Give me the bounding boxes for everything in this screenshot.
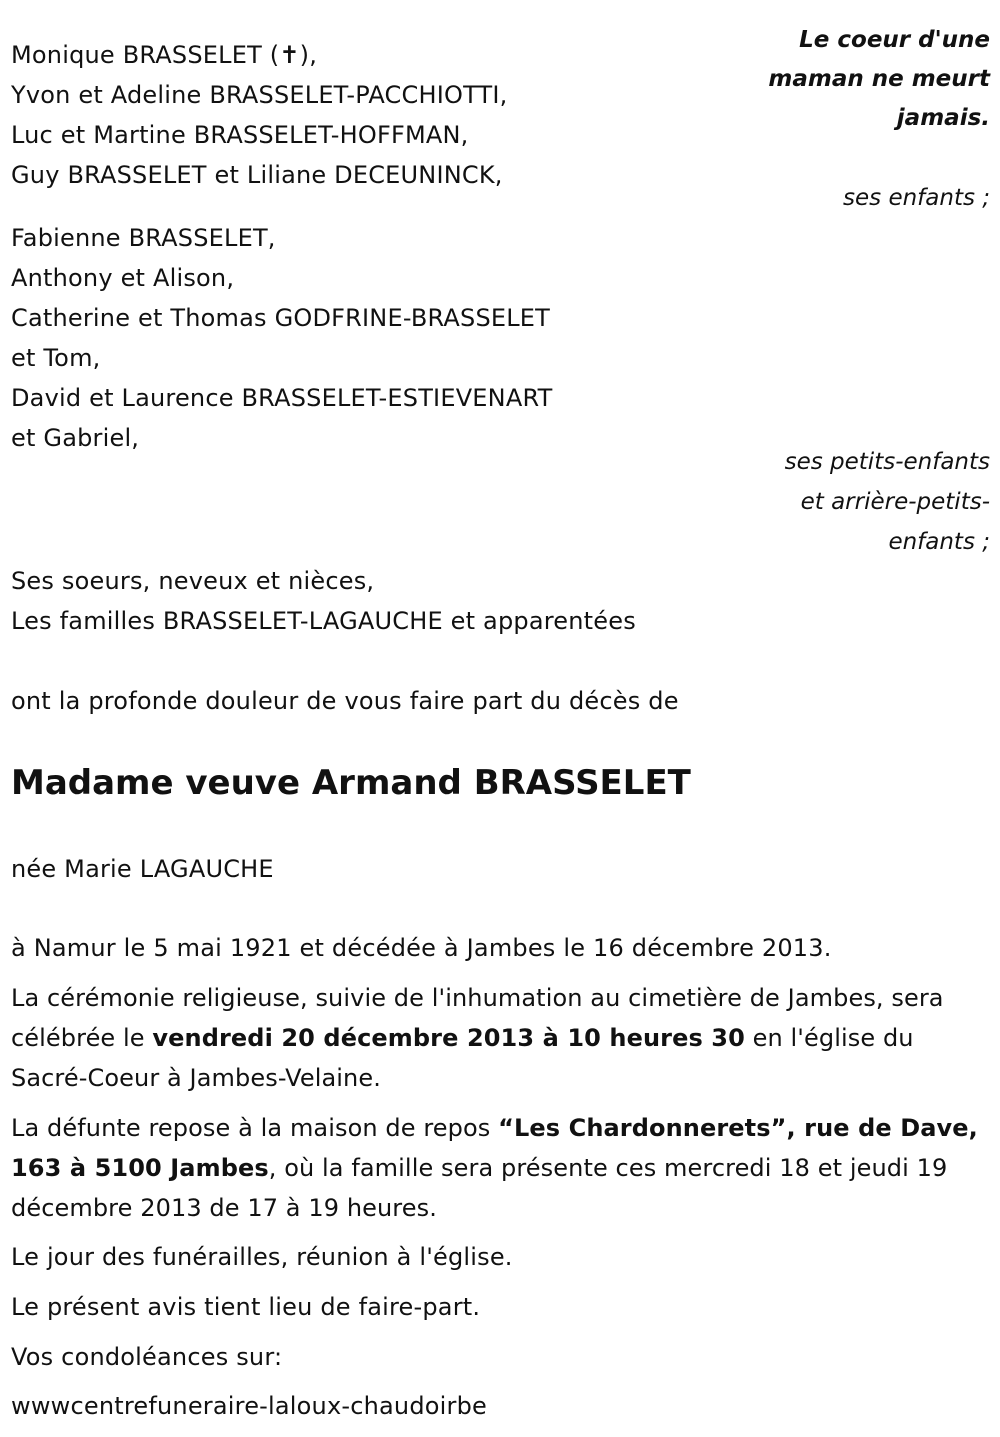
grandchild-name-2: Anthony et Alison, bbox=[11, 264, 235, 292]
grandchildren-label-1: ses petits-enfants bbox=[784, 449, 990, 475]
condolences-website[interactable]: wwwcentrefuneraire-laloux-chaudoirbe bbox=[11, 1392, 487, 1420]
grandchild-name-3: Catherine et Thomas GODFRINE-BRASSELET bbox=[11, 304, 551, 332]
deceased-name: Madame veuve Armand BRASSELET bbox=[11, 763, 691, 803]
children-label: ses enfants ; bbox=[843, 185, 990, 211]
ceremony-text-before: La cérémonie religieuse, suivie de l'inhumation au cimetière de Jambes, sera célébrée le bbox=[11, 984, 944, 1052]
ceremony-date: vendredi 20 décembre 2013 à 10 heures 30 bbox=[152, 1024, 745, 1052]
notice-note: Le présent avis tient lieu de faire-part. bbox=[11, 1293, 481, 1321]
grandchild-name-4: et Tom, bbox=[11, 344, 101, 372]
motto-line-1: Le coeur d'une bbox=[799, 27, 990, 53]
child-name-4: Guy BRASSELET et Liliane DECEUNINCK, bbox=[11, 161, 503, 189]
announcement: ont la profonde douleur de vous faire part du décès de bbox=[11, 687, 679, 715]
child-name-1: Monique BRASSELET (✝), bbox=[11, 41, 318, 69]
funeral-day-note: Le jour des funérailles, réunion à l'église. bbox=[11, 1243, 513, 1271]
birth-death-dates: à Namur le 5 mai 1921 et décédée à Jambes le 16 décembre 2013. bbox=[11, 934, 832, 962]
grandchildren-label-3: enfants ; bbox=[888, 529, 990, 555]
motto-line-2: maman ne meurt bbox=[768, 66, 990, 92]
ceremony-text-after: en l'église du Sacré-Coeur à Jambes-Velaine. bbox=[11, 1024, 914, 1092]
relatives-line-1: Ses soeurs, neveux et nièces, bbox=[11, 567, 375, 595]
grandchild-name-6: et Gabriel, bbox=[11, 424, 140, 452]
born-name: née Marie LAGAUCHE bbox=[11, 855, 274, 883]
ceremony-paragraph bbox=[11, 978, 996, 1098]
rest-text-before: La défunte repose à la maison de repos bbox=[11, 1114, 499, 1142]
grandchild-name-1: Fabienne BRASSELET, bbox=[11, 224, 276, 252]
child-name-3: Luc et Martine BRASSELET-HOFFMAN, bbox=[11, 121, 469, 149]
grandchildren-label-2: et arrière-petits- bbox=[800, 489, 990, 515]
rest-paragraph bbox=[11, 1108, 996, 1228]
condolences-label: Vos condoléances sur: bbox=[11, 1343, 283, 1371]
motto-line-3: jamais. bbox=[896, 105, 990, 131]
relatives-line-2: Les familles BRASSELET-LAGAUCHE et apparentées bbox=[11, 607, 636, 635]
rest-place: “Les Chardonnerets”, rue de Dave, 163 à 5100 Jambes bbox=[11, 1114, 978, 1182]
child-name-2: Yvon et Adeline BRASSELET-PACCHIOTTI, bbox=[11, 81, 508, 109]
grandchild-name-5: David et Laurence BRASSELET-ESTIEVENART bbox=[11, 384, 553, 412]
rest-text-after: , où la famille sera présente ces mercredi 18 et jeudi 19 décembre 2013 de 17 à 19 heures. bbox=[11, 1154, 948, 1222]
